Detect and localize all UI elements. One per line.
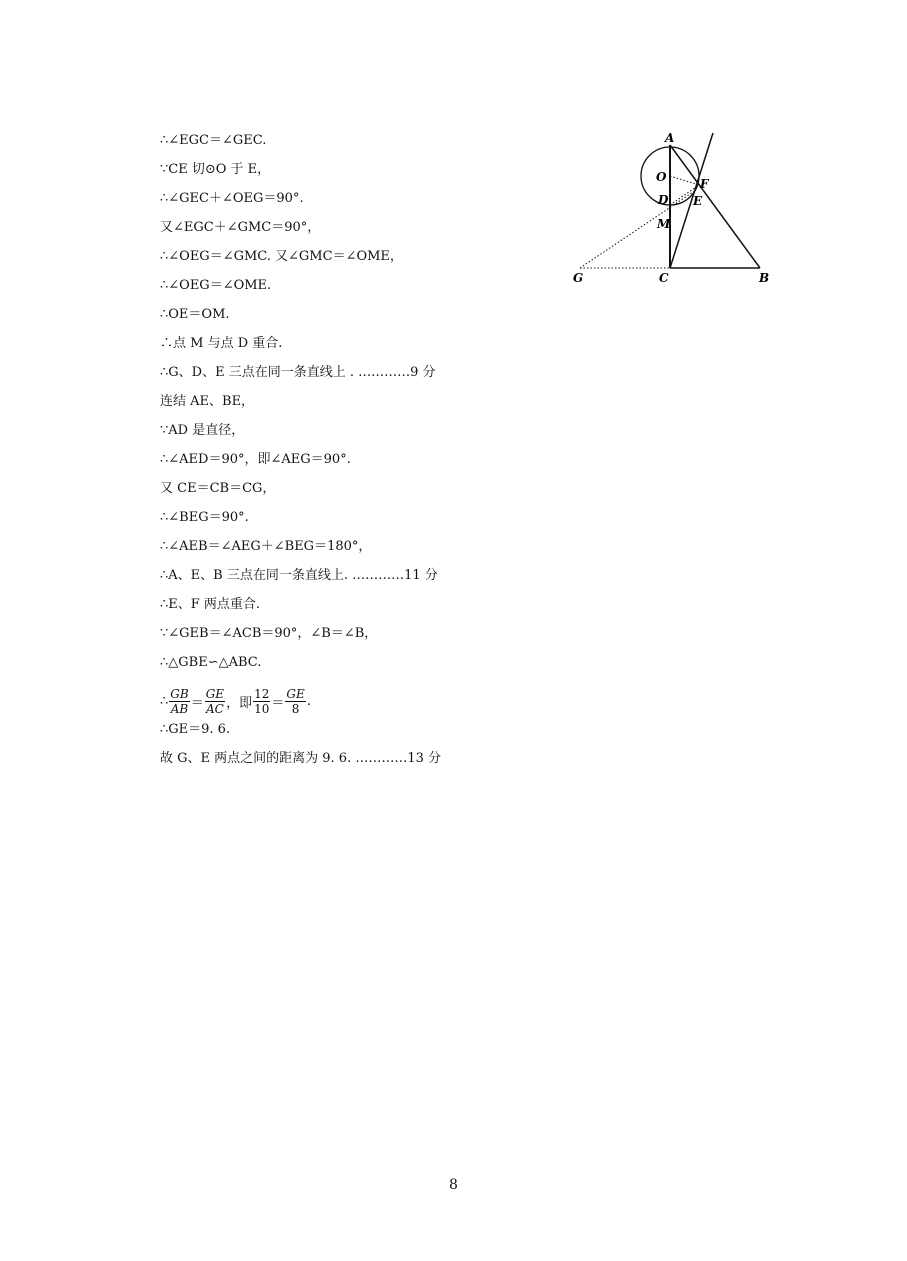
proof-line: ∴G、D、E 三点在同一条直线上 . …………9 分 — [160, 365, 436, 380]
label-e: E — [693, 194, 703, 208]
label-a: A — [665, 131, 675, 145]
fraction-numerator: GE — [286, 686, 305, 701]
proof-line: ∴∠OEG＝∠OME. — [160, 278, 272, 293]
segment-ab — [670, 145, 760, 268]
page-number: 8 — [449, 1177, 458, 1193]
equals-sign: ＝ — [190, 695, 204, 711]
fraction-denominator: 8 — [291, 701, 300, 716]
segment-of — [670, 176, 699, 185]
proof-line: 连结 AE、BE， — [160, 394, 255, 409]
proof-line: 故 G、E 两点之间的距离为 9. 6. …………13 分 — [160, 751, 442, 766]
fraction-connector: ，即 — [226, 695, 253, 711]
proof-line: ∴∠AEB＝∠AEG＋∠BEG＝180°， — [160, 539, 372, 554]
proof-line: ∴点 M 与点 D 重合. — [160, 336, 283, 351]
equals-sign: ＝ — [271, 695, 285, 711]
proof-line: ∴△GBE∽△ABC. — [160, 655, 262, 670]
label-c: C — [659, 271, 669, 285]
fraction-numerator: GE — [205, 686, 225, 701]
proof-line: ∴E、F 两点重合. — [160, 597, 261, 612]
proof-line: ∵CE 切⊙O 于 E， — [160, 162, 271, 177]
proof-line: ∵AD 是直径， — [160, 423, 245, 438]
label-b: B — [759, 271, 770, 285]
fraction-12-10 — [253, 687, 270, 716]
fraction-numerator: 12 — [254, 686, 270, 701]
proof-line: ∴∠AED＝90°，即∠AEG＝90°. — [160, 452, 351, 467]
proof-line: ∴∠GEC＋∠OEG＝90°. — [160, 191, 304, 206]
fraction-prefix: ∴ — [160, 693, 169, 709]
fraction-gb-ab — [169, 687, 189, 716]
label-d: D — [658, 193, 669, 207]
label-f: F — [700, 177, 709, 191]
proof-line: 又 CE＝CB＝CG， — [160, 481, 276, 496]
fraction-denominator: AB — [170, 701, 189, 716]
fraction-equation — [160, 682, 560, 720]
geometry-figure — [568, 128, 788, 293]
proof-text — [160, 131, 560, 778]
proof-line: ∴∠EGC＝∠GEC. — [160, 133, 267, 148]
proof-line: ∴A、E、B 三点在同一条直线上. …………11 分 — [160, 568, 438, 583]
proof-line: ∴OE＝OM. — [160, 307, 230, 322]
fraction-suffix: . — [306, 693, 311, 709]
proof-line: ∴∠OEG＝∠GMC. 又∠GMC＝∠OME， — [160, 249, 403, 264]
proof-line: ∵∠GEB＝∠ACB＝90°，∠B＝∠B， — [160, 626, 378, 641]
proof-line: ∴GE＝9. 6. — [160, 722, 231, 737]
fraction-numerator: GB — [170, 686, 189, 701]
fraction-ge-8 — [285, 687, 305, 716]
label-m: M — [657, 217, 671, 231]
segment-ge — [580, 190, 696, 268]
proof-line: ∴∠BEG＝90°. — [160, 510, 249, 525]
fraction-denominator: 10 — [254, 701, 270, 716]
fraction-ge-ac — [205, 687, 225, 716]
label-o: O — [656, 170, 667, 184]
fraction-denominator: AC — [205, 701, 224, 716]
proof-line: 又∠EGC＋∠GMC＝90°， — [160, 220, 321, 235]
label-g: G — [573, 271, 584, 285]
